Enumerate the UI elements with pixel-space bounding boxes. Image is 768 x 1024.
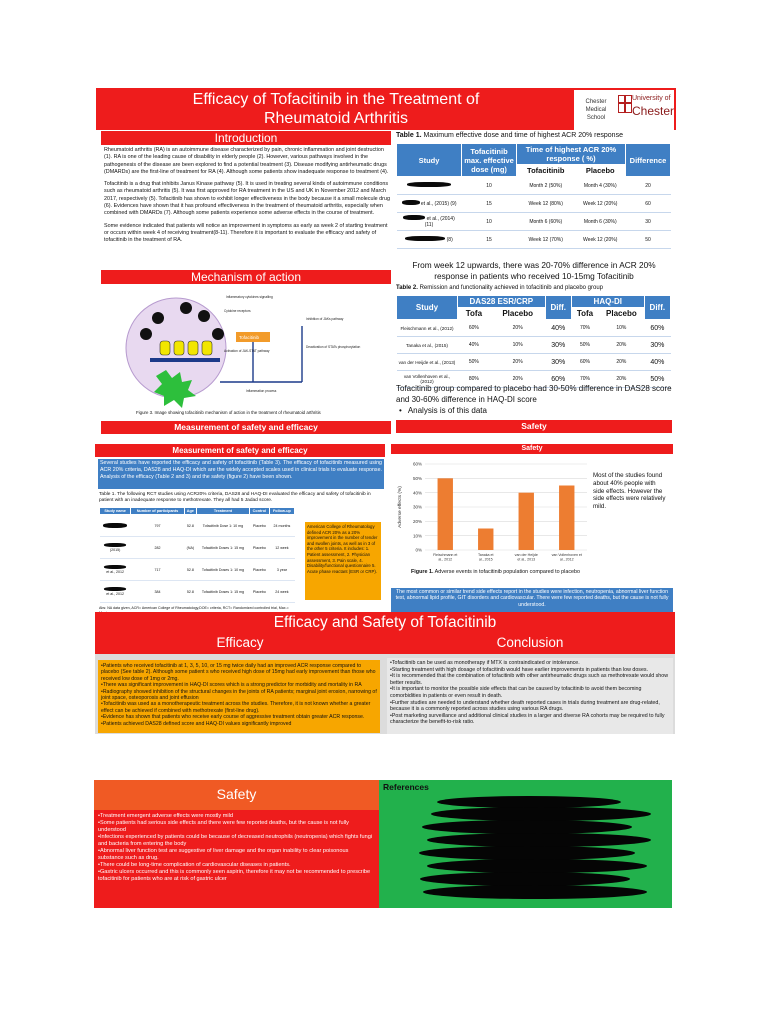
chart-bar [438,478,453,550]
chart-y-tick-label: 30% [412,504,422,510]
poster-title [136,90,536,128]
top-poster [96,88,676,436]
title-line-2: Rheumatoid Arthritis [263,110,409,127]
conclusion-list [387,658,673,728]
conclusion-item: •It is important to monitor the possible side effects that can be caused by tofacitinib to avoid them becoming comorbidities in patients or even result in death. [390,686,642,699]
chart-y-tick-label: 20% [412,518,422,524]
table-row [100,581,295,603]
table-row [397,195,671,213]
table2-header-diff2: Diff. [644,296,670,320]
safety-item: •Gastric ulcers occurred and this is commonly seen aspirin, therefore it may not be recommended to prescribe tofacitinib for patients who are at risk of gastric ulcer [98,869,371,882]
mechanism-heading: Mechanism of action [101,270,391,284]
table2-cell: 20% [599,354,645,371]
redaction-mark [423,885,647,899]
logo-left-text: Chester Medical School [585,99,607,121]
conclusion-item: •Tofacitinib can be used as monotherapy if MTX is contraindicated or intolerance. [390,660,580,666]
cytokine-shape [152,312,164,324]
references-heading: References [383,782,429,792]
receptor-shape [160,341,170,355]
chart-heading: Safety [391,444,673,454]
table2-cell: 30% [545,337,571,354]
mid-table-cell: Placebo [250,537,270,559]
mid-table-cell: Placebo [250,559,270,581]
chart-y-tick-label: 10% [412,533,422,539]
table2-cell: 50% [571,337,598,354]
safety-item: •There could be long-time complication of cardiovascular diseases in patients. [98,862,291,868]
chart-x-tick-label: van Vollenhoven et [551,553,582,557]
receptor-shape [188,341,198,355]
table1-cell-placebo: Month 6 (30%) [575,213,626,231]
cytokine-shape [140,328,152,340]
mid-table-cell: 52.8 [184,515,196,537]
table-row [397,337,671,354]
table1-summary: From week 12 upwards, there was 20-70% difference in ACR 20% response in patients who received 10-15mg Tofacitinib [412,260,656,281]
bottom-safety-heading: Safety [216,786,257,802]
conclusion-item: •It is recommended that the combination of tofacitinib with other antirheumatic drugs such as methotrexate would show better results. [390,673,669,686]
lower-panel [95,612,675,734]
intro-paragraph: Tofacitinib is a drug that inhibits Janus Kinase pathway (5). It is used in treating several kinds of autoimmune conditions such as rheumatoid arthritis (5). It was first approved for RA treatment in the US and UK in November 2012 and March 2017, respectively (5). Tofacitinib has shown to exhibit longer effectiveness in the body because it a small molecule drug (6). Evidences have shown that it has profound effectiveness in the treatment of rheumatoid arthritis, especially when combined with DMARDs (7). Although some patients experience some adverse effects in the course of treatment. [104,181,390,217]
cytokine-shape [180,302,192,314]
table-row [100,515,295,537]
chart-y-tick-label: 0% [415,547,422,553]
efficacy-heading: Efficacy [95,632,385,654]
table2-caption-label: Table 2. [396,285,418,291]
mechanism-label: Inflammation process [246,389,277,393]
table2-cell-study: Tanaka et al., (2015) [397,337,458,354]
table1-cell-study-text: et al., (2015) (9) [420,201,457,207]
redaction-mark [104,587,126,591]
mid-table-cell: Placebo [250,515,270,537]
mid-table-cell: Tofacitinib Doses 1: 15 mg [196,581,249,603]
mid-table-cell: 12 week [269,537,294,559]
table-row [397,177,671,195]
mid-left-table-caption: Table 1. The following RCT studies using ACR20% criteria, DAS28 and HAQ-DI evaluated the efficacy and safety of tofacitinib in patient with an inadequate response to methotrexate. They all had 5 Jadad score. [99,492,371,503]
mid-table-cell-text: et al., 2012 [106,570,124,574]
table2-caption [396,285,674,291]
bullet-icon: • [399,406,402,415]
table1-cell-placebo: Week 12 (20%) [575,231,626,249]
table2-cell: 30% [545,354,571,371]
efficacy-item: •Patients achieved DAS28 defined score and HAQ-DI values significantly improved [101,720,292,727]
table1-header-time: Time of highest ACR 20% response ( %) [517,144,626,165]
redaction-mark [103,523,127,528]
mid-table-cell: 384 [131,581,185,603]
table2-cell: 60% [571,354,598,371]
table1-cell-study [397,213,462,231]
mid-table-cell: 797 [131,515,185,537]
mechanism-label: Deactivation of STATs phosphorylation [306,345,361,349]
mechanism-label: Activation of JAK-STAT pathway [224,349,270,353]
table1-caption [396,132,674,139]
efficacy-box [98,660,380,733]
table2-header-placebo: Placebo [490,308,545,320]
chart-caption [411,569,671,575]
mid-table-cell [100,581,131,603]
table1-cell-placebo: Week 12 (20%) [575,195,626,213]
table2-cell: 40% [545,320,571,337]
conclusion-item: •Further studies are needed to understand whether death reported cases in trials during treatment are drug-related, because it is a commonly reported across studies using various RA drugs. [390,699,660,713]
table2-header-tofa2: Tofa [571,308,598,320]
table1-cell-tofa: Month 2 (50%) [517,177,575,195]
table2-cell: 70% [571,320,598,337]
table2-cell: 60% [458,320,491,337]
mid-table-cell: (NA) [184,537,196,559]
table2-cell: 30% [644,337,670,354]
redaction-mark [437,796,621,808]
logo-right-line2: Chester [632,104,675,118]
mechanism-caption: Figure 3. Image showing tofacitinib mechanism of action in the treatment of rheumatoid arthritis [136,410,321,415]
references-redaction [409,794,659,904]
conclusion-item: •Post marketing surveillance and additional clinical studies in a larger and diverse RA cohorts may be required to fully characterize the benefit-to-risk ratio. [390,712,665,726]
table-row [397,354,671,371]
mid-table-header: Control [250,508,270,515]
university-logo [574,90,674,130]
redaction-mark [427,859,647,873]
redaction-mark [407,182,451,187]
receptor-shape [202,341,212,355]
table1-cell-dose: 10 [462,177,517,195]
mid-table-cell: 24 months [269,515,294,537]
table2-cell: 50% [644,371,670,388]
mid-table-cell-text: (2015) [109,548,121,552]
redaction-mark [403,215,425,220]
redaction-mark [420,872,630,886]
table2-cell: 20% [490,354,545,371]
references-panel [379,780,672,908]
table1 [396,143,671,249]
mid-table-cell: Tofacitinib Doses 1: 10 mg [196,559,249,581]
efficacy-item: •Evidence has shown that patients who receive early course of aggressive treatment obtain greater ACR response. [101,714,365,721]
table2-cell: 20% [599,337,645,354]
table1-cell-study-text: et al., (2014) (11) [424,216,455,228]
mid-table-cell: 52.8 [184,559,196,581]
safety-chart-panel [391,444,673,616]
table2-cell: 20% [599,371,645,388]
mid-left-table [99,507,295,603]
mechanism-label: Inhibition of JAKs pathway [306,317,344,321]
table2-cell: 20% [490,371,545,388]
bottom-safety-panel [94,780,379,908]
mid-table-header: Study name [100,508,131,515]
chart-y-tick-label: 60% [412,461,422,467]
intro-body [104,147,390,250]
chart-bar [559,486,574,551]
table2-cell-study: van der Heijde et al., (2013) [397,354,458,371]
conclusion-box [387,658,673,734]
table2-header-tofa: Tofa [458,308,491,320]
table1-cell-tofa: Month 6 (60%) [517,213,575,231]
table1-cell-dose: 15 [462,231,517,249]
bottom-safety-list [94,810,379,908]
jak-stat-bar [150,358,220,362]
measurement-bar: Measurement of safety and efficacy [101,421,391,434]
mid-left-panel [95,444,385,622]
table2-header-haq: HAQ-DI [571,296,644,308]
table1-header-study: Study [397,144,462,177]
crest-icon [618,95,632,113]
table1-header-tofa: Tofacitinib [517,165,575,177]
mid-table-header: Number of participants [131,508,185,515]
table1-cell-study [397,195,462,213]
mid-table-cell [100,537,131,559]
table1-cell-study-text: (8) [446,237,453,243]
title-line-1: Efficacy of Tofacitinib in the Treatment of [192,91,480,108]
table1-cell-dose: 15 [462,195,517,213]
mid-table-header: Follow-up [269,508,294,515]
chart-bar [519,493,534,550]
table2-cell: 50% [458,354,491,371]
lower-title: Efficacy and Safety of Tofacitinib [95,612,675,632]
safety-item: •Abnormal liver function test are suggestive of liver damage and the organ inability to clear poisonous substance such as drug. [98,848,349,861]
chart-side-text: Most of the studies found about 40% people with side effects. However the side effects were relatively mild. [593,472,666,511]
mid-table-cell [100,515,131,537]
table2 [396,295,671,388]
table1-header-placebo: Placebo [575,165,626,177]
intro-paragraph: Some evidence indicated that patients will notice an improvement in symptoms as early as week 2 of starting treatment or occurs within week 4 of receiving treatment(8-11). Therefore it is important to evaluate the efficacy and safety of tofacitinib in the treatment of RA. [104,222,388,244]
table1-cell-placebo: Month 4 (30%) [575,177,626,195]
efficacy-item: •Tofacitinib was used as a monotherapeutic treatment across the studies. Therefore, it is not known whether a greater effect can be achieved if combined with methotrexate (first-line drug). [101,701,371,714]
table2-bullet [396,406,487,415]
table1-caption-text: Maximum effective dose and time of highest ACR 20% response [421,132,623,139]
table2-bullet-text: Analysis is of this data [407,406,487,415]
redaction-mark [405,236,445,241]
table-row [397,320,671,337]
table2-cell: 20% [490,320,545,337]
mid-left-heading: Measurement of safety and efficacy [95,444,385,457]
cytokine-shape [212,328,224,340]
adverse-effects-chart [391,458,591,578]
chart-x-tick-label: al., 2015 [478,557,493,562]
table1-caption-label: Table 1. [396,132,422,139]
table-row [100,559,295,581]
mid-left-blue-text: Several studies have reported the efficacy and safety of tofacitinib (Table 3). The efficacy of tofacitinib measured using ACR 20% criteria, DAS28 and HAQ-DI which are the widely accepted scales used in clinical trials to evaluate response. Analysis of the efficacy (Table 2 and 3) and the safety (figure 2) have been shown. [98,459,384,489]
table1-cell-diff: 50 [626,231,671,249]
tofacitinib-label: Tofacitinib [239,335,260,340]
table1-cell-tofa: Week 12 (80%) [517,195,575,213]
chart-blue-text: The most common or similar trend side effects report in the studies were infection, neutropenia, abnormal liver function test, abnormal lipid profile, GIT disorders and cardiovascular. There were few reported deaths, but the cause is not fully understood. [391,588,673,614]
table-row [100,537,295,559]
redaction-mark [104,565,126,569]
chart-x-tick-label: al., 2012 [438,557,453,562]
chart-caption-label: Figure 1. [411,569,434,575]
mid-table-header: Treatment [196,508,249,515]
mid-table-cell-text: et al., 2012 [106,592,124,596]
table2-cell: 60% [644,320,670,337]
mechanism-label: Cytokine receptors [224,309,251,313]
intro-heading: Introduction [101,131,391,145]
table1-cell-study [397,231,462,249]
table1-cell-diff: 20 [626,177,671,195]
chart-x-tick-label: et al., 2013 [517,557,536,562]
efficacy-item: •There was significant improvement in HAQ-DI scores which is a strong predictor for morbidity and mortality in RA [101,682,362,689]
table2-cell-study: van Vollenhoven et al., (2012) [397,371,458,388]
mechanism-label: Inflammatory cytokines signalling [226,295,273,299]
intro-paragraph: Rheumatoid arthritis (RA) is an autoimmune disease characterized by pain, chronic inflammation and joint destruction (1). RA is one of the leading cause of disability in elderly people (2). However, various pathways involved in the pathogenesis of the disease are been explored to find a potential treatment (3). Disease modifying antirheumatic drugs (DMARDs) are the first-line of treatment for RA (4). Although some patients show inadequate response to treatment (4). [104,147,389,175]
table1-cell-dose: 10 [462,213,517,231]
redaction-mark [431,807,651,821]
safety-bar: Safety [396,420,672,433]
table2-cell: 40% [458,337,491,354]
table2-header-study: Study [397,296,458,320]
table1-cell-diff: 30 [626,213,671,231]
table-row [397,213,671,231]
redaction-mark [419,846,635,860]
table2-header-placebo2: Placebo [599,308,645,320]
redaction-mark [422,820,632,834]
table1-cell-study [397,177,462,195]
acr-definition-box: American College of Rheumatology defined ACR 20% as a 20% improvement in the number of tender and swollen joints, as well as in 3 of the other 5 criteria. It includes: 1. Patient assessment, 2. Physician assessment, 3. Pain scale, 4. Disability/functional questionnaire 5. Acute phase reactant (ESR or CRP). [305,522,381,600]
table2-cell: 40% [644,354,670,371]
chart-y-axis-label: Adverse effects (%) [398,486,403,528]
table1-cell-diff: 60 [626,195,671,213]
safety-item: •Treatment emergent adverse effects were mostly mild [98,813,234,819]
mid-table-cell: 24 week [269,581,294,603]
logo-right-line1: University of [632,95,671,102]
mid-table-cell: 282 [131,537,185,559]
table1-cell-tofa: Week 12 (70%) [517,231,575,249]
mid-table-cell [100,559,131,581]
mid-table-cell: 3 year [269,559,294,581]
mechanism-diagram [106,286,388,412]
redaction-mark [402,200,420,205]
table2-caption-text: Remission and functionality achieved in tofacitinib and placebo group [417,285,604,291]
table1-header-diff: Difference [626,144,671,177]
redaction-mark [104,543,126,547]
safety-item: •Some patients had serious side effects and there were few reported deaths, but the cause is not fully understood [98,820,349,833]
table-row [397,231,671,249]
table2-header-diff: Diff. [545,296,571,320]
safety-item: •Infections experienced by patients could be because of decreased neutrophils (neutropenia) which fights fungi and bacteria from entering the body [98,834,373,847]
receptor-shape [174,341,184,355]
chart-y-tick-label: 50% [412,475,422,481]
chart-caption-text: Adverse events in tofacitinib population compared to placebo [433,569,581,575]
efficacy-list [98,660,380,730]
mid-table-cell: Placebo [250,581,270,603]
cytokine-shape [198,310,210,322]
table2-cell: 60% [545,371,571,388]
chart-x-tick-label: Fleischmann et [433,553,458,557]
mid-table-cell: Tofacitinib Doses 1: 15 mg [196,537,249,559]
efficacy-item: •Patients who received tofacitinib at 1, 3, 5, 10, or 15 mg twice daily had an improved ACR response compared to placebo (See table 2). Although some patient s who received high dose of 15mg had early improvement than those who received low dose of 1mg or 2mg. [101,663,376,682]
table2-cell: 10% [599,320,645,337]
conclusion-heading: Conclusion [385,632,675,654]
mid-table-header: Age [184,508,196,515]
chart-bar [478,529,493,551]
mid-table-cell: Tofacitinib Dose 1: 10 mg [196,515,249,537]
efficacy-item: •Radiography showed inhibition of the structural changes in the joints of RA patients; marginal joint erosion, narrowing of joint space, osteoporosis and joint effusion [101,688,377,702]
mid-table-cell: 52.8 [184,581,196,603]
chart-x-tick-label: Tanaka et [477,553,494,557]
mid-left-note: Abs: NA data given, ACR= American College of Rheumatology,DOE= criteria, RCT= Randomized controlled trial, Max.= [99,606,289,610]
table2-summary: Tofacitinib group compared to placebo had 30-50% difference in DAS28 score and 30-60% difference in HAQ-DI score [396,384,672,404]
chart-x-tick-label: al., 2012 [559,557,574,562]
conclusion-item: •Starting treatment with high dosage of tofacitinib would have earlier improvements in patients than low doses. [390,666,649,673]
table1-header-dose: Tofacitinib max. effective dose (mg) [462,144,517,177]
chart-y-tick-label: 40% [412,490,422,496]
table2-cell-study: Fleischmann et al., (2012) [397,320,458,337]
table2-cell: 70% [571,371,598,388]
mid-table-cell: 717 [131,559,185,581]
chart-x-tick-label: van der Heijde [514,553,538,557]
table2-cell: 10% [490,337,545,354]
table2-header-das: DAS28 ESR/CRP [458,296,546,308]
table2-cell: 80% [458,371,491,388]
redaction-mark [427,833,651,847]
